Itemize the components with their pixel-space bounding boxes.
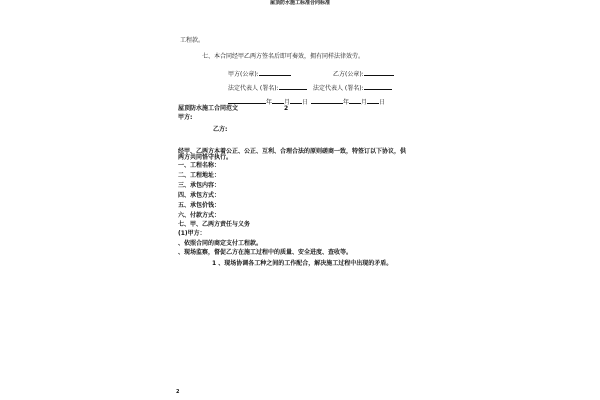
- item-contract-price: 五、承包价钱：: [178, 202, 221, 209]
- engineering-fee-line: 工程款。: [180, 37, 205, 44]
- duty-payment: 、依照合同的商定支付工程款。: [178, 240, 263, 247]
- item-project-address: 二、工程地址：: [178, 172, 221, 179]
- date-day-a: 日: [302, 99, 309, 106]
- party-b-seal-label: 乙方(公章):: [333, 71, 364, 78]
- duty-supervision: 、现场监察，督促乙方在施工过程中的质量、安全进度、查收等。: [178, 249, 353, 256]
- item-contract-method: 四、承包方式：: [178, 192, 221, 199]
- party-b-seal-blank: [364, 70, 394, 76]
- page-header: 屋顶防水施工标准合同标准: [269, 0, 330, 6]
- contract-title: 屋顶防水施工合同范文: [178, 105, 239, 112]
- duty-coordination: 1 、现场协调各工种之间的工作配合，解决施工过程中出现的矛盾。: [212, 260, 393, 267]
- date-line-b: [311, 98, 385, 106]
- contract-number: 2: [284, 105, 289, 112]
- legal-rep-a: [228, 84, 307, 92]
- page-number: 2: [176, 389, 180, 395]
- date-day-b: 日: [379, 99, 386, 106]
- date-month-b: 月: [361, 99, 368, 106]
- party-b-line: 乙方:: [213, 126, 228, 133]
- item-payment-method: 六、付款方式：: [178, 212, 221, 219]
- intro-line-2: 两方共同恪守执行。: [178, 154, 233, 161]
- sub-party-a: (1)甲方：: [178, 230, 206, 237]
- party-a-seal: [228, 70, 291, 78]
- legal-rep-b-blank: [364, 84, 392, 90]
- legal-rep-a-label: 法定代表人 (署名):: [228, 85, 279, 92]
- date-line-a: [228, 98, 308, 106]
- legal-rep-a-blank: [279, 84, 307, 90]
- clause-seven: 七、本合同经甲乙两方签名后即可奏效，拥有同样法律效劳。: [202, 53, 365, 60]
- party-a-seal-blank: [259, 70, 291, 76]
- party-a-line: 甲方:: [178, 114, 193, 121]
- item-project-name: 一、工程名称：: [178, 162, 221, 169]
- legal-rep-b-label: 法定代表人 (署名):: [313, 85, 364, 92]
- party-b-seal: [333, 70, 394, 78]
- date-month-a: 月: [284, 99, 291, 106]
- date-year-b: 年: [343, 99, 350, 106]
- intro-line-1: 经甲、乙两方本着公正、公正、互利、合理合法的原则磋商一致，特签订以下协议，供: [178, 148, 407, 155]
- legal-rep-b: [313, 84, 392, 92]
- party-a-seal-label: 甲方(公章):: [228, 71, 259, 78]
- item-contract-content: 三、承包内容：: [178, 182, 221, 189]
- date-year-a: 年: [266, 99, 273, 106]
- item-responsibilities: 七、甲、乙两方责任与义务: [178, 221, 251, 228]
